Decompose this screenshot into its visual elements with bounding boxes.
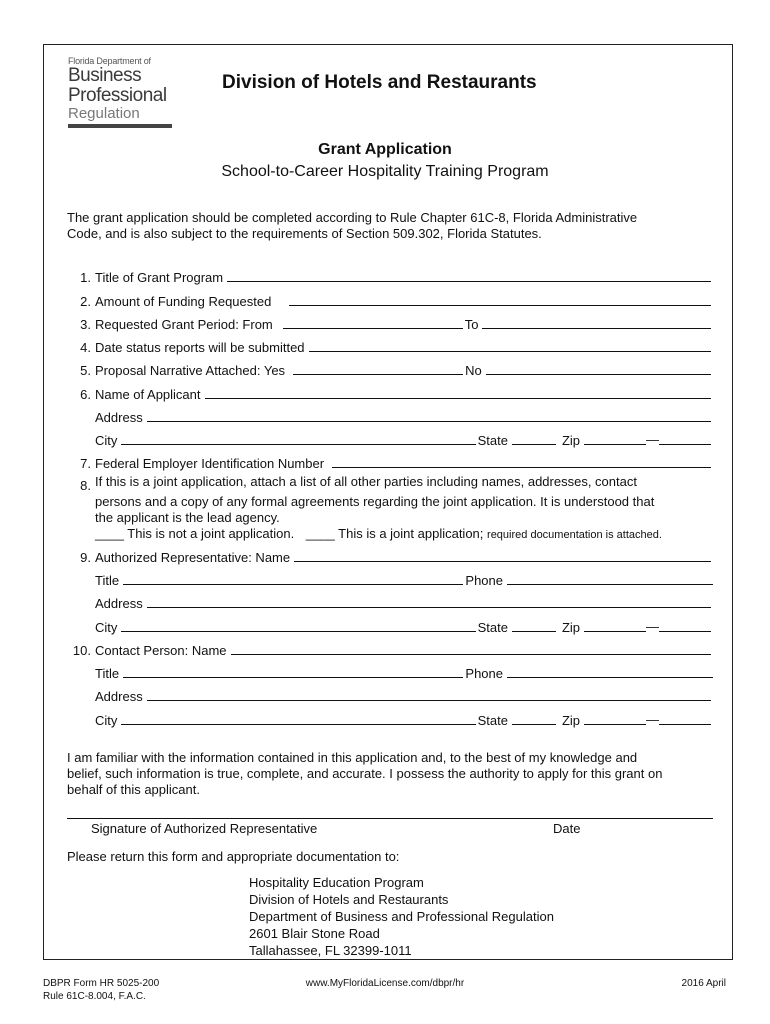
address-label: Address [95,596,143,611]
field-label: Authorized Representative: Name [95,550,291,565]
field-status-report-date [67,337,713,355]
return-instructions: Please return this form and appropriate documentation to: [67,849,400,864]
logo-line-4: Regulation [68,105,140,122]
field-label: Amount of Funding Requested [95,294,272,309]
no-label: No [465,363,482,378]
address-line-2: Division of Hotels and Restaurants [249,892,449,907]
joint-line-2: persons and a copy of any formal agreements regarding the joint application. It is understood that [95,494,655,509]
to-label: To [464,317,479,332]
signature-label: Signature of Authorized Representative [91,821,318,836]
state-label: State [477,713,508,728]
field-authorized-rep-city-state-zip [67,617,713,635]
address-line-1: Hospitality Education Program [249,875,424,890]
blank-line[interactable] [147,607,711,608]
blank-line[interactable] [147,700,711,701]
blank-line[interactable] [227,281,711,282]
page-title: Division of Hotels and Restaurants [222,72,537,93]
blank-line[interactable] [309,351,711,352]
field-label: Title of Grant Program [95,270,224,285]
address-label: Address [95,689,143,704]
joint-option-note: required documentation is attached. [487,529,662,541]
logo-line-2: Business [68,65,142,86]
blank-line-no[interactable] [486,374,711,375]
field-authorized-rep-name [67,547,713,565]
blank-line[interactable] [205,398,711,399]
blank-line-zip-ext[interactable] [659,724,711,725]
field-number: 8. [80,478,91,493]
field-label: Date status reports will be submitted [95,340,305,355]
zip-dash: — [646,432,659,447]
logo-bar [68,124,172,128]
field-funding-amount [67,291,713,309]
field-label: Proposal Narrative Attached: Yes [95,363,286,378]
blank-line-phone[interactable] [507,677,713,678]
blank-line-zip[interactable] [584,724,646,725]
address-label: Address [95,410,143,425]
logo-line-3: Professional [68,85,167,106]
field-label: Contact Person: Name [95,643,227,658]
field-fein [67,453,713,471]
zip-dash: — [646,619,659,634]
state-label: State [477,620,508,635]
cert-line-1: I am familiar with the information contained in this application and, to the best of my knowledge and [67,750,638,765]
not-joint-option[interactable]: ____ This is not a joint application. [95,526,295,541]
joint-line-1: If this is a joint application, attach a list of all other parties including names, addresses, contact [95,474,637,489]
blank-line-city[interactable] [121,724,475,725]
field-number: 2. [80,294,91,309]
address-line-5: Tallahassee, FL 32399-1011 [249,943,412,958]
field-proposal-narrative [67,360,713,378]
field-contact-address [67,686,713,704]
field-authorized-rep-title-phone [67,570,713,588]
dbpr-logo [68,56,188,128]
city-label: City [95,433,118,448]
form-subtitle: Grant Application [318,141,452,158]
blank-line-city[interactable] [121,444,475,445]
blank-line-title[interactable] [123,677,463,678]
blank-line[interactable] [147,421,711,422]
field-title-of-program [67,267,713,285]
state-label: State [477,433,508,448]
cert-line-2: belief, such information is true, complete, and accurate. I possess the authority to apply for this grant on [67,766,663,781]
blank-line-zip[interactable] [584,444,646,445]
city-label: City [95,713,118,728]
field-number: 5. [80,363,91,378]
blank-line-city[interactable] [121,631,475,632]
field-contact-city-state-zip [67,710,713,728]
blank-line[interactable] [332,467,711,468]
field-number: 4. [80,340,91,355]
blank-line-state[interactable] [512,724,556,725]
blank-line-title[interactable] [123,584,463,585]
phone-label: Phone [465,666,503,681]
blank-line[interactable] [231,654,711,655]
field-number: 1. [80,270,91,285]
field-number: 3. [80,317,91,332]
rule-reference: Rule 61C-8.004, F.A.C. [43,991,146,1002]
field-contact-title-phone [67,663,713,681]
footer-date: 2016 April [681,978,726,989]
field-label: Federal Employer Identification Number [95,456,325,471]
field-grant-period [67,314,713,332]
blank-line-zip[interactable] [584,631,646,632]
blank-line[interactable] [294,561,711,562]
blank-line-zip-ext[interactable] [659,631,711,632]
blank-line-from[interactable] [283,328,463,329]
field-label: Requested Grant Period: From [95,317,273,332]
intro-line-2: Code, and is also subject to the requirements of Section 509.302, Florida Statutes. [67,226,542,241]
zip-label: Zip [561,433,580,448]
field-number: 6. [80,387,91,402]
title-label: Title [95,666,120,681]
city-label: City [95,620,118,635]
field-applicant-city-state-zip [67,430,713,448]
field-number: 9. [80,550,91,565]
blank-line-state[interactable] [512,444,556,445]
field-number: 7. [80,456,91,471]
field-label: Name of Applicant [95,387,201,402]
cert-line-3: behalf of this applicant. [67,782,200,797]
date-label: Date [553,821,581,836]
phone-label: Phone [465,573,503,588]
logo-line-1: Florida Department of [68,56,151,66]
signature-line[interactable] [67,818,713,819]
program-name: School-to-Career Hospitality Training Program [221,163,549,180]
return-address [249,874,649,959]
zip-label: Zip [561,620,580,635]
blank-line[interactable] [289,305,711,306]
address-line-3: Department of Business and Professional Regulation [249,909,554,924]
footer-url[interactable]: www.MyFloridaLicense.com/dbpr/hr [305,978,465,989]
certification-paragraph [67,750,717,798]
form-number: DBPR Form HR 5025-200 [43,978,160,989]
title-label: Title [95,573,120,588]
blank-line-to[interactable] [482,328,711,329]
zip-label: Zip [561,713,580,728]
intro-paragraph [67,210,717,242]
blank-line-state[interactable] [512,631,556,632]
field-joint-application [67,474,717,543]
blank-line-phone[interactable] [507,584,713,585]
address-line-4: 2601 Blair Stone Road [249,926,380,941]
field-applicant-name [67,384,713,402]
field-applicant-address [67,407,713,425]
zip-dash: — [646,712,659,727]
field-contact-person-name [67,640,713,658]
joint-option[interactable]: ____ This is a joint application; [305,526,484,541]
field-number: 10. [72,643,91,658]
blank-line-yes[interactable] [293,374,463,375]
intro-line-1: The grant application should be completed according to Rule Chapter 61C-8, Florida Administrative [67,210,638,225]
joint-line-3: the applicant is the lead agency. [95,510,280,525]
field-authorized-rep-address [67,593,713,611]
blank-line-zip-ext[interactable] [659,444,711,445]
